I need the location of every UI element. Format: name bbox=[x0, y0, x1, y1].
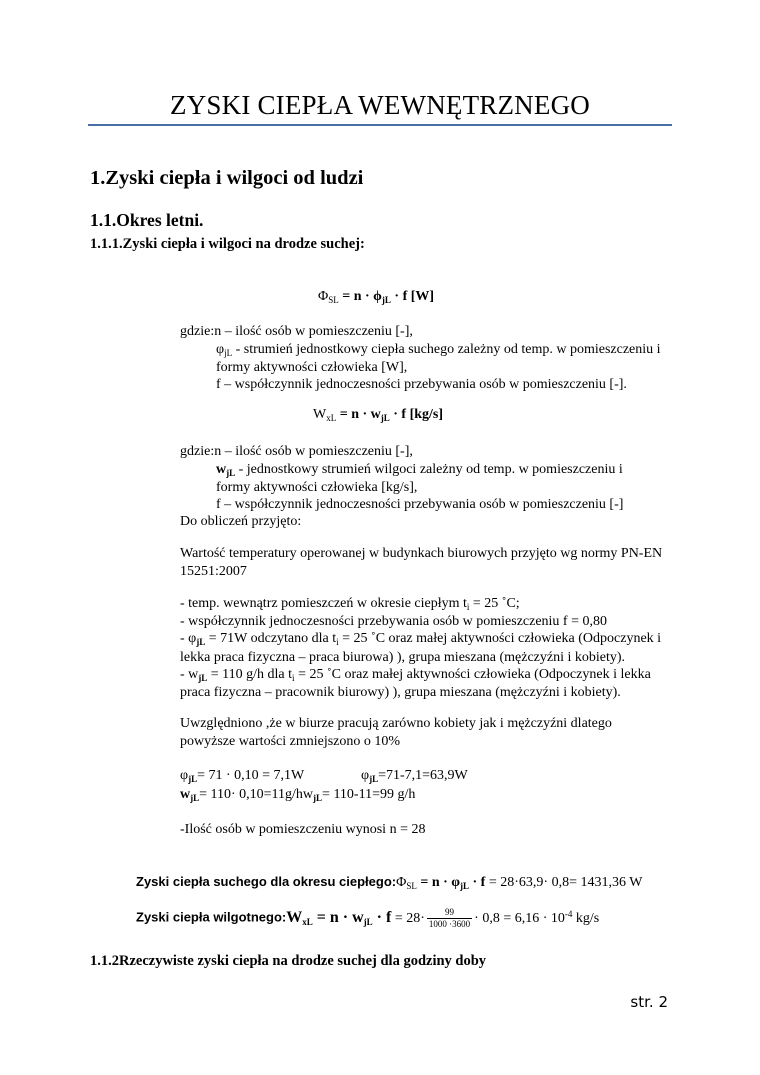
heading-1: 1.Zyski ciepła i wilgoci od ludzi bbox=[90, 167, 364, 189]
calc-phi-result: $\varphi_{jL}=71-7,1=63,9W$ bbox=[361, 768, 468, 784]
where2-line5: Do obliczeń przyjęto: bbox=[180, 514, 302, 529]
equation-heat: $\Phi_{SL} = n \cdot \phi_{jL} \cdot f$ [W] bbox=[318, 289, 435, 305]
where1-line4: f – współczynnik jednoczesności przebywania osób w pomieszczeniu [-]. bbox=[216, 377, 627, 392]
fraction: $\frac{99}{1000 \cdot 3600}$ bbox=[428, 907, 471, 929]
where1-line1: gdzie:n – ilość osób w pomieszczeniu [-], bbox=[180, 324, 413, 339]
equation-moisture: $W_{xL} = n \cdot w_{jL} \cdot f$ [kg/s] bbox=[313, 407, 444, 423]
list-temp: - temp. wewnątrz pomieszczeń w okresie ciepłym $t_i = 25$ ˚C; bbox=[180, 596, 520, 612]
heading-1-1-2: 1.1.2Rzeczywiste zyski ciepła na drodze suchej dla godziny doby bbox=[90, 953, 487, 969]
para2-line2: powyższe wartości zmniejszono o 10% bbox=[180, 734, 401, 749]
where2-line4: f – współczynnik jednoczesności przebywania osób w pomieszczeniu [-] bbox=[216, 497, 624, 512]
title-underline bbox=[88, 124, 672, 126]
calc-phi-reduction: $\varphi_{jL}= 71 \cdot 0,10 = 7,1W$ bbox=[180, 768, 305, 784]
list-coefficient: - współczynnik jednoczesności przebywania osób w pomieszczeniu f = 0,80 bbox=[180, 614, 607, 629]
list-phi-line2: lekka praca fizyczna – praca biurowa) ), grupa mieszana (mężczyźni i kobiety). bbox=[180, 650, 626, 665]
page-number: str. 2 bbox=[630, 993, 668, 1011]
para1-line2: 15251:2007 bbox=[180, 564, 247, 579]
list-w: - $w_{jL} = 110$ g/h dla $t_i = 25$ ˚C oraz małej aktywności człowieka (Odpoczynek i lekka bbox=[180, 667, 651, 683]
where2-line3: formy aktywności człowieka [kg/s], bbox=[216, 480, 418, 495]
heading-1-1-1: 1.1.1.Zyski ciepła i wilgoci na drodze suchej: bbox=[90, 236, 365, 252]
para2-line1: Uwzględniono ,że w biurze pracują zarówno kobiety jak i mężczyźni dlatego bbox=[180, 716, 612, 731]
page-title: ZYSKI CIEPŁA WEWNĘTRZNEGO bbox=[170, 90, 590, 120]
calc-w: $w_{jL}= 110\cdot 0,10=11g/hw_{jL}= 110-11=99$ g/h bbox=[180, 787, 416, 803]
result-moisture-heat: Zyski ciepła $wilgotnego:W_{xL} = n \cdot w_{jL} \cdot f = 28\cdot$ $\frac{99}{1000 \cdot 3600}$ · $0,8 = 6,16 \cdot 10^{-4}$ kg/s bbox=[136, 907, 600, 929]
where1-line3: formy aktywności człowieka [W], bbox=[216, 360, 408, 375]
result-dry-heat: Zyski ciepła suchego dla okresu $ciepłego:\Phi_{SL} = n \cdot \varphi_{jL} \cdot f = 28\cdot 63,9\cdot 0,8= 1431,36$ W bbox=[136, 874, 643, 891]
list-w-line2: praca fizyczna – pracownik biurowy) ), grupa mieszana (mężczyźni i kobiety). bbox=[180, 685, 621, 700]
para1-line1: Wartość temperatury operowanej w budynkach biurowych przyjęto wg normy PN-EN bbox=[180, 546, 663, 561]
where1-line2: $\varphi_{jL}$ - strumień jednostkowy ciepła suchego zależny od temp. w pomieszczeniu i bbox=[216, 342, 661, 358]
calc-persons: -Ilość osób w pomieszczeniu wynosi n = 28 bbox=[180, 822, 426, 837]
where2-line2: $w_{jL}$ - jednostkowy strumień wilgoci zależny od temp. w pomieszczeniu i bbox=[216, 462, 623, 478]
list-phi: - $\varphi_{jL} = 71W$ odczytano dla $t_i = 25$ ˚C oraz małej aktywności człowieka (Odpoczynek i bbox=[180, 631, 662, 647]
where2-line1: gdzie:n – ilość osób w pomieszczeniu [-], bbox=[180, 444, 413, 459]
heading-1-1: 1.1.Okres letni. bbox=[90, 210, 204, 230]
